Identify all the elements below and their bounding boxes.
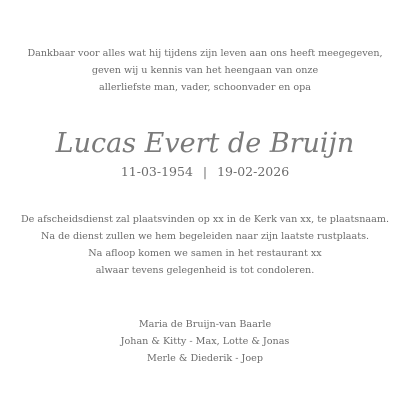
birth-date: 11-03-1954 <box>120 164 193 179</box>
deceased-name: Lucas Evert de Bruijn <box>55 128 355 159</box>
family-line: Merle & Diederik - Joep <box>147 353 263 364</box>
death-date: 19-02-2026 <box>217 164 290 179</box>
family-line: Johan & Kitty - Max, Lotte & Jonas <box>120 336 290 347</box>
family-line: Maria de Bruijn-van Baarle <box>138 319 272 330</box>
service-line: alwaar tevens gelegenheid is tot condoleren. <box>95 265 315 276</box>
intro-line: geven wij u kennis van het heengaan van onze <box>91 65 319 76</box>
service-line: Na de dienst zullen we hem begeleiden naar zijn laatste rustplaats. <box>40 231 370 242</box>
life-dates <box>0 163 410 181</box>
intro-text <box>0 45 410 96</box>
service-details <box>0 211 410 279</box>
service-line: De afscheidsdienst zal plaatsvinden op xx in de Kerk van xx, te plaatsnaam. <box>20 214 389 225</box>
intro-line: allerliefste man, vader, schoonvader en opa <box>98 82 312 93</box>
intro-line: Dankbaar voor alles wat hij tijdens zijn leven aan ons heeft meegegeven, <box>27 48 383 59</box>
family-names <box>0 316 410 367</box>
date-separator: | <box>202 164 208 179</box>
service-line: Na afloop komen we samen in het restaurant xx <box>88 248 322 259</box>
